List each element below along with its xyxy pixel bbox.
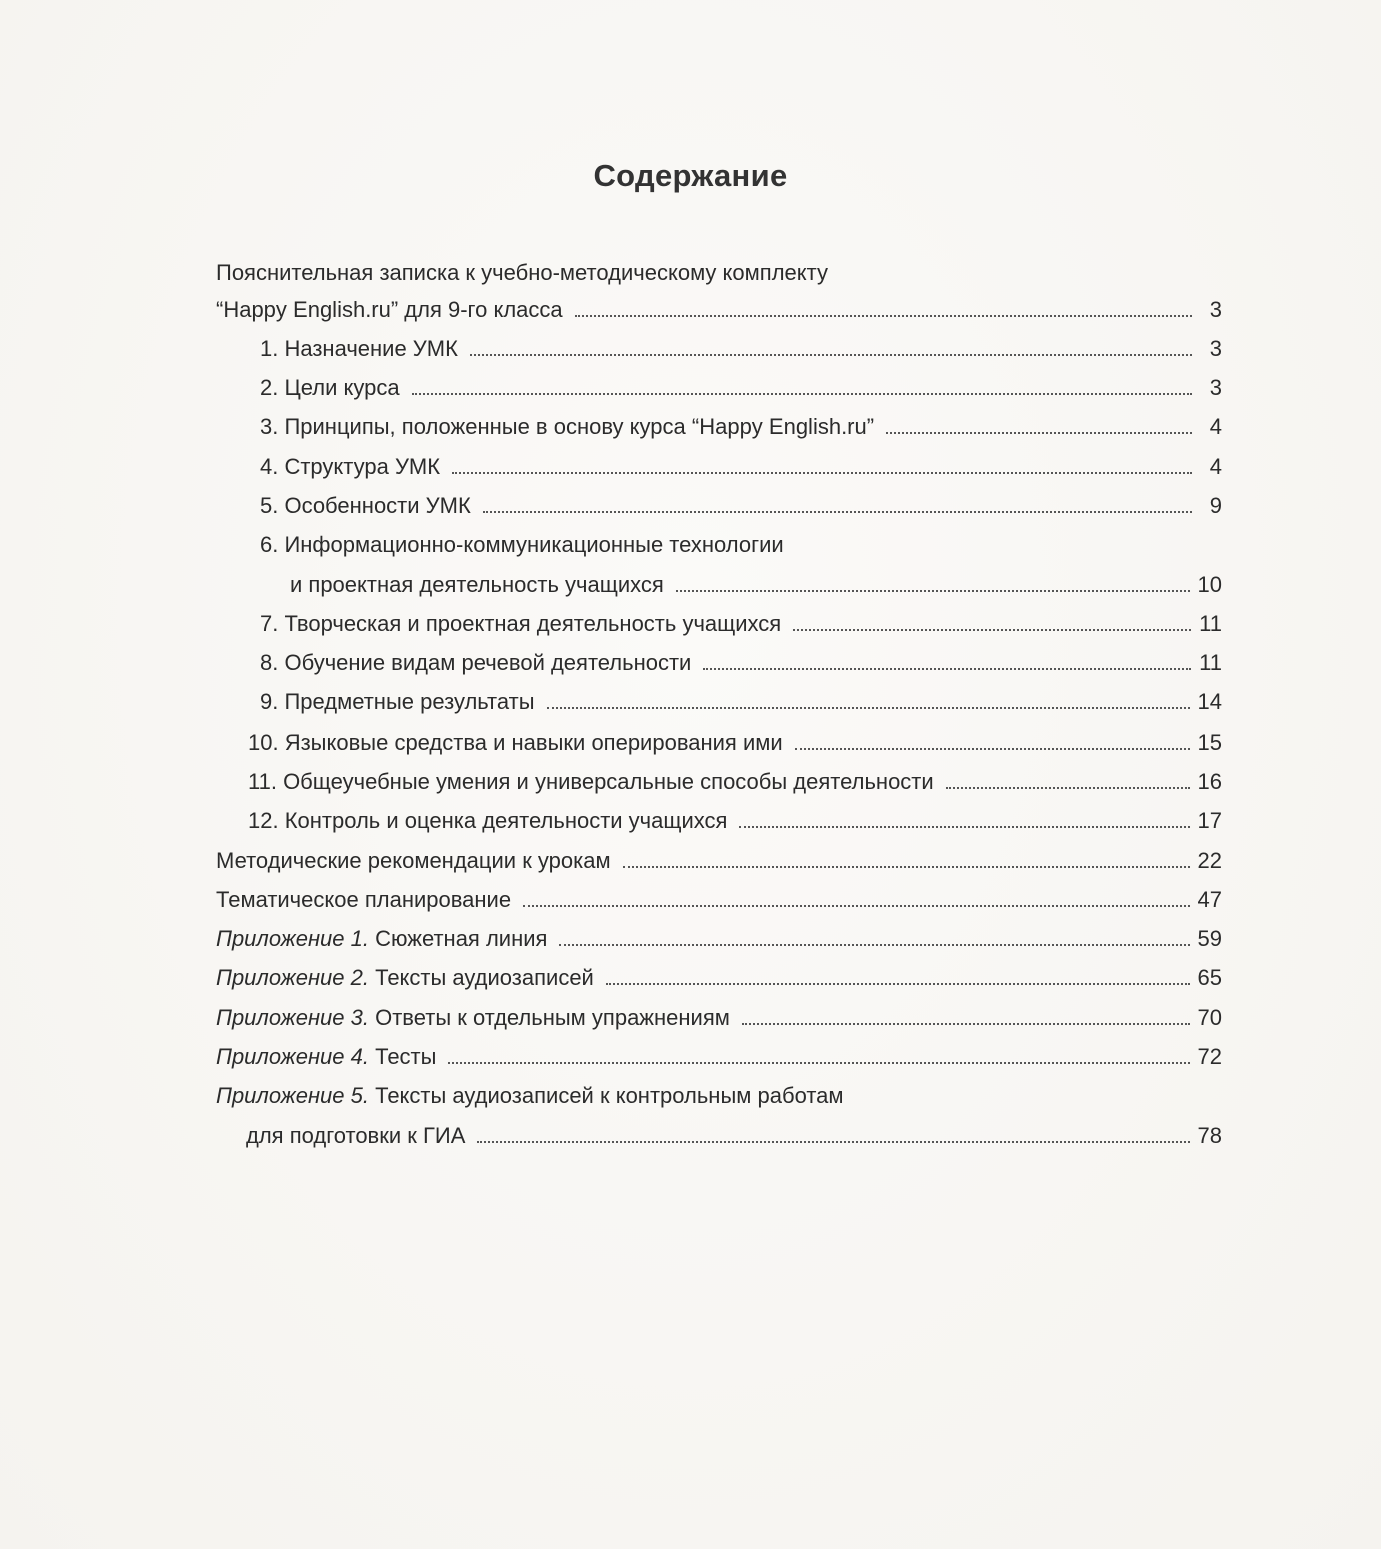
leader-dots xyxy=(547,707,1190,709)
appendix-prefix: Приложение 5. xyxy=(216,1083,369,1108)
leader-dots xyxy=(575,315,1192,317)
page-title: Содержание xyxy=(593,158,788,193)
toc-entry-label: 9. Предметные результаты xyxy=(260,689,535,714)
leader-dots xyxy=(470,354,1192,356)
leader-dots xyxy=(703,668,1191,670)
leader-dots xyxy=(477,1141,1189,1143)
toc-entry-section-10[interactable] xyxy=(248,729,1222,757)
toc-page-number: 3 xyxy=(1209,336,1222,361)
toc-entry-label: Тематическое планирование xyxy=(216,887,512,912)
leader-dots xyxy=(452,472,1192,474)
toc-entry-appendix-4[interactable] xyxy=(216,1043,1222,1071)
toc-entry-label: 2. Цели курса xyxy=(260,375,400,400)
toc-entry-label xyxy=(216,1043,436,1071)
toc-entry-section-7[interactable] xyxy=(260,610,1222,638)
appendix-title: Тексты аудиозаписей xyxy=(375,965,594,990)
toc-entry-thematic-planning[interactable] xyxy=(216,886,1222,914)
leader-dots xyxy=(412,393,1192,395)
toc-entry-methodical-recommendations[interactable] xyxy=(216,847,1222,875)
toc-entry-section-8[interactable] xyxy=(260,649,1222,677)
toc-entry-label: 8. Обучение видам речевой деятельности xyxy=(260,650,692,675)
appendix-prefix: Приложение 1. xyxy=(216,926,369,951)
toc-page-number: 59 xyxy=(1197,926,1222,951)
toc-page-number: 9 xyxy=(1209,493,1222,518)
toc-entry-section-5[interactable] xyxy=(260,492,1222,520)
toc-entry-label: 4. Структура УМК xyxy=(260,454,441,479)
toc-entry-label: “Happy English.ru” для 9-го класса xyxy=(216,297,563,322)
toc-page-number: 70 xyxy=(1197,1005,1222,1030)
toc-page-number: 47 xyxy=(1197,887,1222,912)
toc-page-number: 11 xyxy=(1199,611,1222,636)
toc-entry-section-3[interactable] xyxy=(260,413,1222,441)
toc-entry-intro[interactable] xyxy=(216,296,1222,324)
toc-entry-section-4[interactable] xyxy=(260,453,1222,481)
leader-dots xyxy=(483,511,1192,513)
leader-dots xyxy=(886,432,1192,434)
toc-page-number: 4 xyxy=(1209,414,1222,439)
leader-dots xyxy=(559,944,1189,946)
toc-entry-label: и проектная деятельность учащихся xyxy=(290,572,664,597)
toc-entry-appendix-1[interactable] xyxy=(216,925,1222,953)
toc-entry-label: 3. Принципы, положенные в основу курса “Happy English.ru” xyxy=(260,414,875,439)
toc-entry-label xyxy=(216,964,594,992)
leader-dots xyxy=(946,787,1190,789)
appendix-title: Ответы к отдельным упражнениям xyxy=(375,1005,730,1030)
toc-entry-label: 5. Особенности УМК xyxy=(260,493,471,518)
leader-dots xyxy=(623,866,1190,868)
toc-page-number: 22 xyxy=(1197,848,1222,873)
toc-page-number: 17 xyxy=(1197,808,1222,833)
toc-page-number: 14 xyxy=(1197,689,1222,714)
toc-entry-section-1[interactable] xyxy=(260,335,1222,363)
appendix-prefix: Приложение 2. xyxy=(216,965,369,990)
appendix-title: Тесты xyxy=(375,1044,437,1069)
toc-page-number: 10 xyxy=(1197,572,1222,597)
toc-entry-section-9[interactable] xyxy=(260,688,1222,716)
toc-entry-label: 1. Назначение УМК xyxy=(260,336,458,361)
toc-entry-label: для подготовки к ГИА xyxy=(246,1123,466,1148)
toc-entry-label: 10. Языковые средства и навыки оперирования ими xyxy=(248,730,783,755)
toc-page-number: 72 xyxy=(1197,1044,1222,1069)
leader-dots xyxy=(739,826,1189,828)
toc-page-number: 78 xyxy=(1197,1123,1222,1148)
appendix-title: Сюжетная линия xyxy=(375,926,548,951)
toc-intro-line1: Пояснительная записка к учебно-методическому комплекту xyxy=(216,260,828,285)
toc-entry-section-12[interactable] xyxy=(248,807,1222,835)
leader-dots xyxy=(793,629,1191,631)
toc-entry-label xyxy=(216,925,547,953)
leader-dots xyxy=(523,905,1189,907)
toc-entry-section-11[interactable] xyxy=(248,768,1222,796)
toc-page-number: 15 xyxy=(1197,730,1222,755)
toc-entry-label: 7. Творческая и проектная деятельность учащихся xyxy=(260,611,782,636)
leader-dots xyxy=(448,1062,1189,1064)
toc-entry-appendix-2[interactable] xyxy=(216,964,1222,992)
toc-page-number: 65 xyxy=(1197,965,1222,990)
toc-entry-label: 12. Контроль и оценка деятельности учащихся xyxy=(248,808,728,833)
leader-dots xyxy=(606,983,1190,985)
leader-dots xyxy=(676,590,1190,592)
toc-entry-label: Методические рекомендации к урокам xyxy=(216,848,611,873)
toc-entry-appendix-5[interactable] xyxy=(246,1122,1222,1150)
toc-entry-label: 11. Общеучебные умения и универсальные способы деятельности xyxy=(248,769,934,794)
toc-entry-appendix-3[interactable] xyxy=(216,1004,1222,1032)
toc-page-number: 3 xyxy=(1209,297,1222,322)
toc-entry-section-2[interactable] xyxy=(260,374,1222,402)
appendix-prefix: Приложение 4. xyxy=(216,1044,369,1069)
appendix-title: Тексты аудиозаписей к контрольным работам xyxy=(375,1083,844,1108)
toc-entry-label xyxy=(216,1004,730,1032)
toc-appendix-5-line1 xyxy=(216,1082,844,1110)
leader-dots xyxy=(795,748,1190,750)
appendix-prefix: Приложение 3. xyxy=(216,1005,369,1030)
toc-page-number: 3 xyxy=(1209,375,1222,400)
toc-section-6-line1: 6. Информационно-коммуникационные технологии xyxy=(260,532,784,557)
toc-page-number: 16 xyxy=(1197,769,1222,794)
toc-entry-section-6[interactable] xyxy=(290,571,1222,599)
leader-dots xyxy=(742,1023,1190,1025)
toc-page-number: 11 xyxy=(1199,650,1222,675)
toc-page-number: 4 xyxy=(1209,454,1222,479)
